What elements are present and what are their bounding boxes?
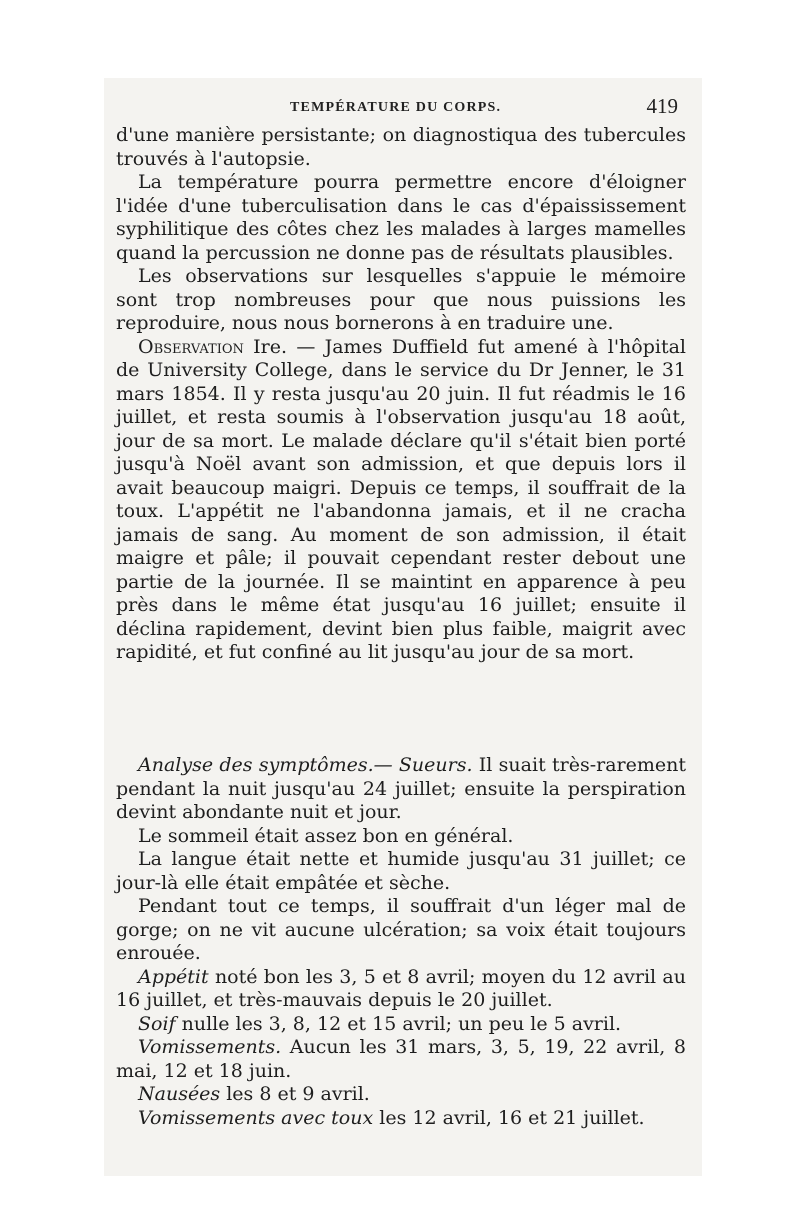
paragraph-text: d'une manière persistante; on diagnostiqua des tubercules trouvés à l'autopsie. xyxy=(116,124,686,170)
symptom-paragraph xyxy=(116,1083,686,1107)
symptom-paragraph xyxy=(116,825,686,849)
symptoms-analysis xyxy=(116,754,686,1130)
observation-paragraph xyxy=(116,336,686,665)
observation-ordinal: Ire xyxy=(253,335,281,358)
observation-heading: Observation xyxy=(138,335,244,358)
symptom-text: Aucun les 31 mars, 3, 5, 19, 22 avril, 8 mai, 12 et 18 juin. xyxy=(116,1036,686,1082)
paragraph xyxy=(116,124,686,171)
symptom-text: Pendant tout ce temps, il souffrait d'un léger mal de gorge; on ne vit aucune ulcération; sa voix était toujours enrouée. xyxy=(116,895,686,964)
symptom-text: Il suait très-rarement pendant la nuit jusqu'au 24 juillet; ensuite la perspiration devint abondante nuit et jour. xyxy=(116,754,686,823)
symptom-text: nulle les 3, 8, 12 et 15 avril; un peu le 5 avril. xyxy=(175,1012,622,1035)
running-title: TEMPÉRATURE DU CORPS. xyxy=(290,100,502,115)
symptom-paragraph xyxy=(116,1107,686,1131)
page-number: 419 xyxy=(646,94,678,118)
paragraph-text: Les observations sur lesquelles s'appuie le mémoire sont trop nombreuses pour que nous puissions les reproduire, nous nous bornerons à en traduire une. xyxy=(116,265,686,334)
symptom-heading: Soif xyxy=(138,1012,176,1035)
symptom-heading: Analyse des symptômes.— Sueurs. xyxy=(138,754,473,776)
symptom-paragraph xyxy=(116,1013,686,1037)
symptom-heading: Appétit xyxy=(138,965,209,988)
paragraph xyxy=(116,171,686,265)
main-text xyxy=(116,124,686,665)
symptom-paragraph xyxy=(116,1036,686,1083)
symptom-text: Le sommeil était assez bon en général. xyxy=(138,824,514,847)
symptom-paragraph xyxy=(116,848,686,895)
symptom-text: les 8 et 9 avril. xyxy=(220,1083,370,1105)
symptom-heading: Vomissements. xyxy=(138,1036,282,1058)
symptom-paragraph xyxy=(116,754,686,825)
page-header xyxy=(116,94,686,122)
symptom-heading: Vomissements avec toux xyxy=(138,1106,374,1129)
symptom-text: La langue était nette et humide jusqu'au 31 juillet; ce jour-là elle était empâtée et sèche. xyxy=(116,848,686,894)
symptom-paragraph xyxy=(116,966,686,1013)
symptom-paragraph xyxy=(116,895,686,966)
paragraph-text: La température pourra permettre encore d'éloigner l'idée d'une tuberculisation dans le cas d'épaississement syphilitique des côtes chez les malades à larges mamelles quand la percussion ne donne pas de résultats plausibles. xyxy=(116,171,686,264)
paragraph xyxy=(116,265,686,336)
observation-text: . — James Duffield fut amené à l'hôpital de University College, dans le service du Dr Jenner, le 31 mars 1854. Il y resta jusqu'au 20 juin. Il fut réadmis le 16 juillet, et resta soumis à l'observation jusqu'au 18 août, jour de sa mort. Le malade déclare qu'il s'était bien porté jusqu'à Noël avant son admission, et que depuis lors il avait beaucoup maigri. Depuis ce temps, il souffrait de la toux. L'appétit ne l'abandonna jamais, et il ne cracha jamais de sang. Au moment de son admission, il était maigre et pâle; il pouvait cependant rester debout une partie de la journée. Il se maintint en apparence à peu près dans le même état jusqu'au 16 juillet; ensuite il déclina rapidement, devint bien plus faible, maigrit avec rapidité, et fut confiné au lit jusqu'au jour de sa mort. xyxy=(116,335,686,663)
symptom-text: les 12 avril, 16 et 21 juillet. xyxy=(373,1106,645,1129)
symptom-text: noté bon les 3, 5 et 8 avril; moyen du 12 avril au 16 juillet, et très-mauvais depuis le 20 juillet. xyxy=(116,965,686,1011)
symptom-heading: Nausées xyxy=(138,1083,221,1105)
